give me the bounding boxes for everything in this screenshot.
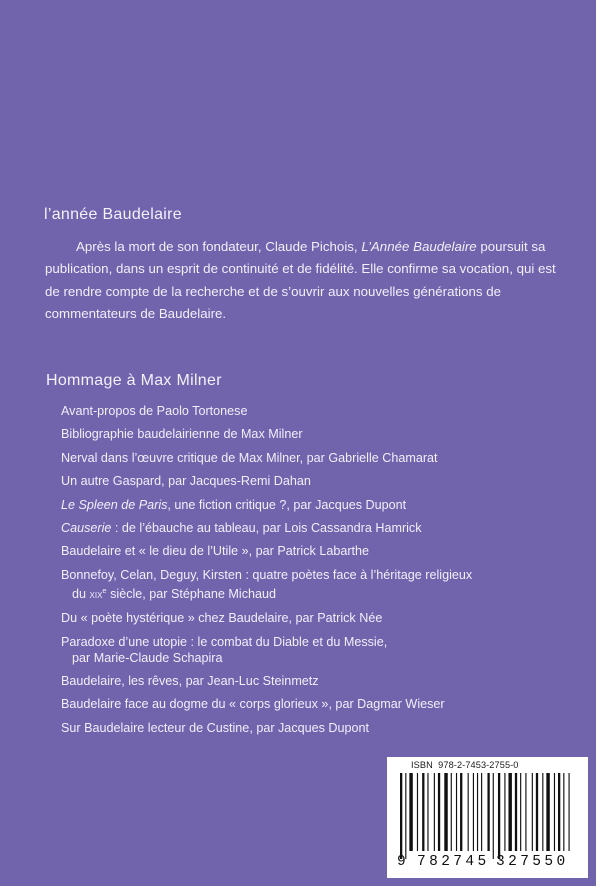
toc-item: Baudelaire face au dogme du « corps glorieux », par Dagmar Wieser [61, 697, 445, 712]
toc-item: Causerie : de l’ébauche au tableau, par Lois Cassandra Hamrick [61, 520, 422, 535]
toc-item: Avant-propos de Paolo Tortonese [61, 404, 248, 418]
series-title: l’année Baudelaire [44, 206, 182, 223]
toc-item: Paradoxe d’une utopie : le combat du Diable et du Messie, par Marie-Claude Schapira [61, 634, 388, 665]
toc-item: Le Spleen de Paris, une fiction critique ?, par Jacques Dupont [61, 497, 407, 512]
toc-item: Nerval dans l’œuvre critique de Max Milner, par Gabrielle Chamarat [61, 450, 438, 465]
intro-text-end: poursuit sa publication, dans un esprit de continuité et de fidélité. Elle confirme sa vocation, qui est de rendre compte de la recherche et de s’ouvrir aux nouvelles générations de commentateurs de Baudelaire. [45, 239, 556, 322]
toc-item: Bibliographie baudelairienne de Max Milner [61, 427, 303, 442]
intro-text-start: Après la mort de son fondateur, Claude Pichois, [76, 239, 362, 254]
journal-name: L’Année Baudelaire [361, 239, 477, 254]
issue-title: Hommage à Max Milner [46, 372, 222, 389]
toc-item: Un autre Gaspard, par Jacques-Remi Dahan [61, 474, 311, 489]
toc-item: Sur Baudelaire lecteur de Custine, par Jacques Dupont [61, 720, 370, 735]
barcode-icon [400, 773, 570, 863]
toc-item: Baudelaire, les rêves, par Jean-Luc Steinmetz [61, 673, 319, 688]
isbn-label: ISBN 978-2-7453-2755-0 [411, 760, 519, 770]
toc-item: Baudelaire et « le dieu de l’Utile », par Patrick Labarthe [61, 544, 370, 559]
toc-item: Bonnefoy, Celan, Deguy, Kirsten : quatre poètes face à l’héritage religieux du xix$^e$ siècle, par Stéphane Michaud [61, 567, 473, 601]
table-of-contents [61, 403, 581, 743]
toc-item: Du « poète hystérique » chez Baudelaire, par Patrick Née [61, 611, 383, 626]
barcode-panel: ISBN 978-2-7453-2755-0 9 782745 327550 [387, 757, 588, 878]
series-description [45, 236, 570, 326]
